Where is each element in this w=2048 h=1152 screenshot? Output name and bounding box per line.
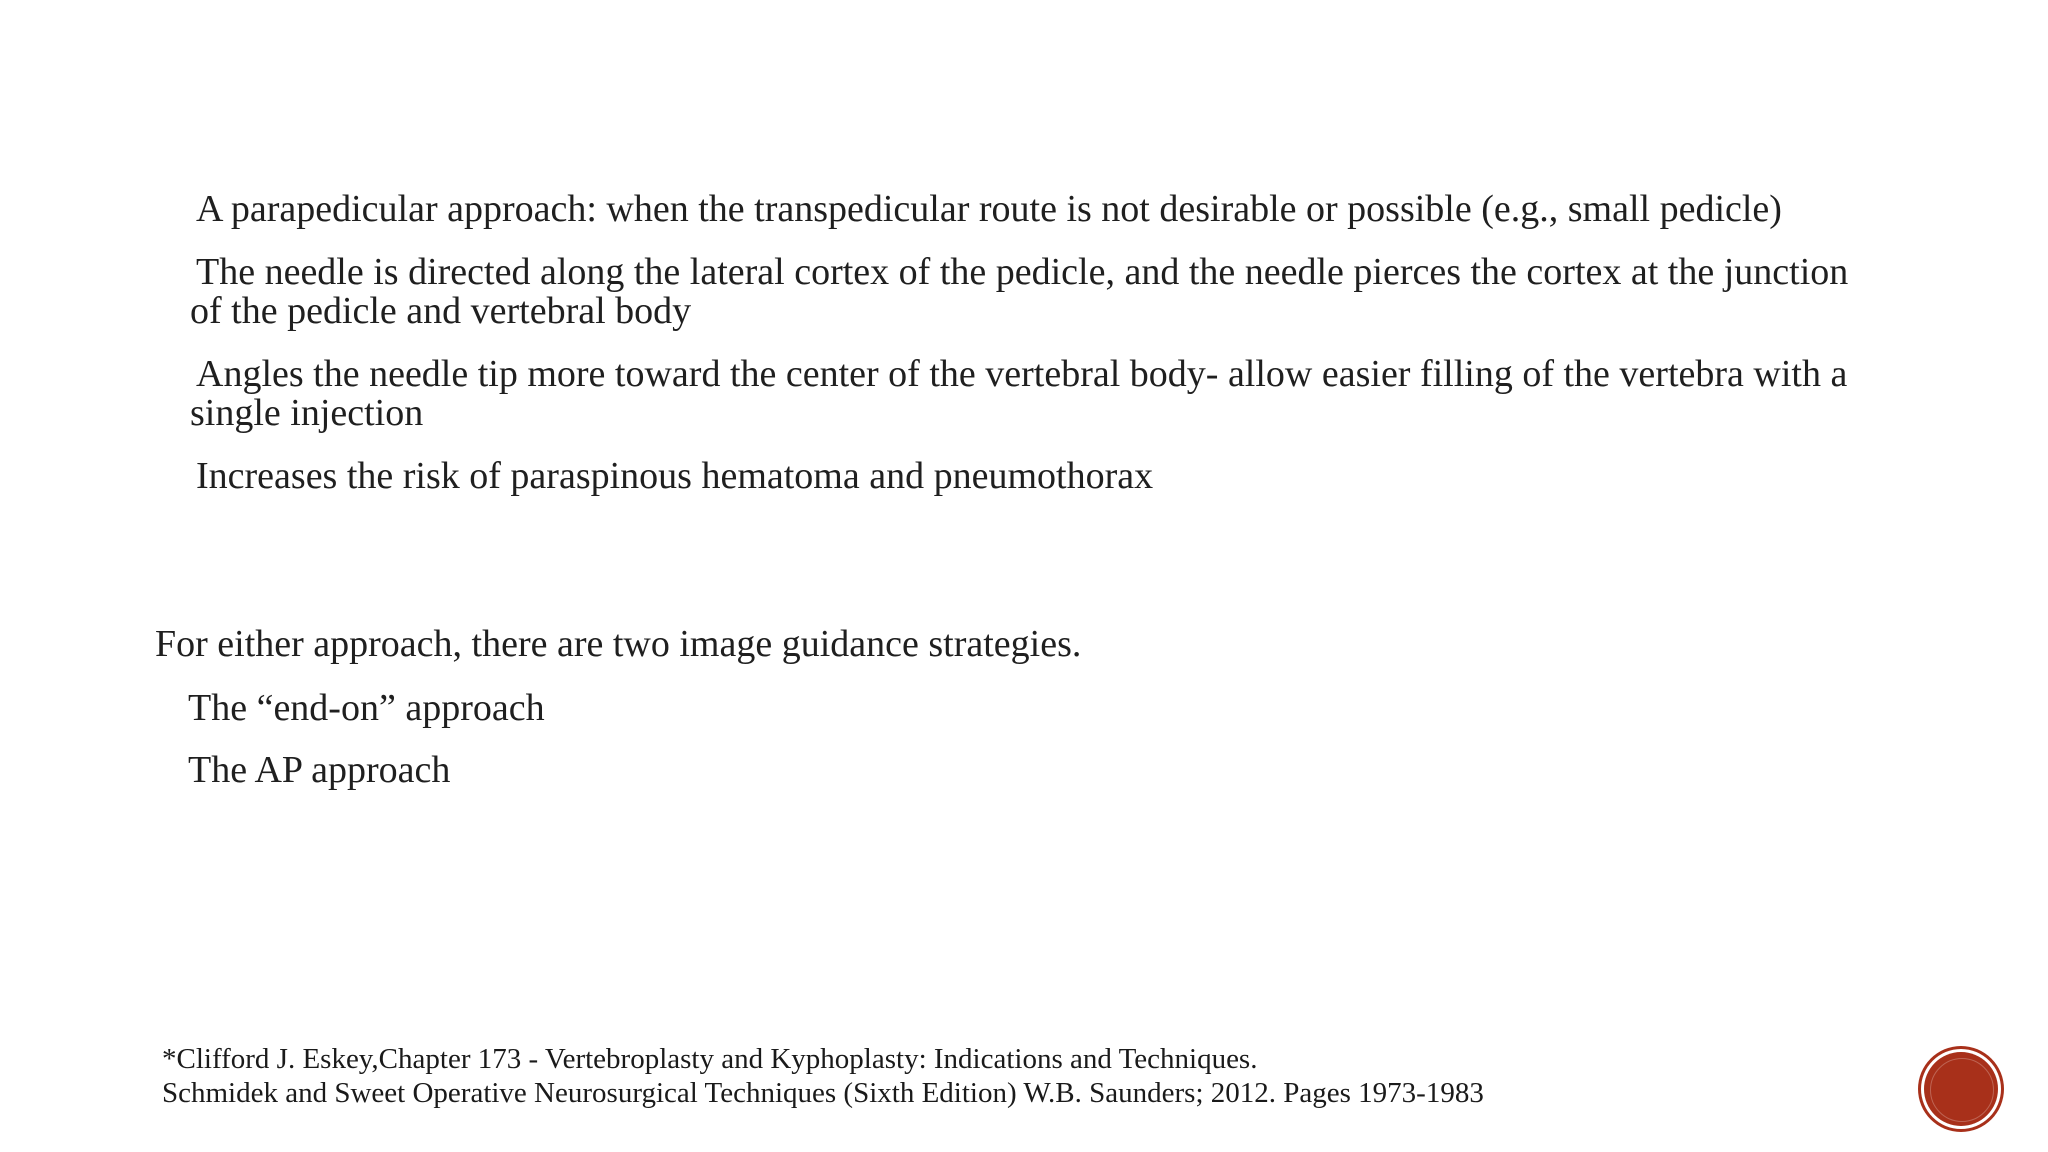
bullet-item-4 [182, 457, 1862, 496]
bullet-item-3 [182, 355, 1862, 433]
footnote-citation [162, 1042, 1484, 1110]
bullet-list [182, 190, 1862, 520]
footnote-line-1: *Clifford J. Eskey,Chapter 173 - Vertebroplasty and Kyphoplasty: Indications and Techniques. [162, 1043, 1258, 1075]
footnote-line-2: Schmidek and Sweet Operative Neurosurgical Techniques (Sixth Edition) W.B. Saunders; 2012. Pages 1973-1983 [162, 1077, 1484, 1109]
sub-bullet-list [188, 686, 545, 810]
sub-bullet-item-2: The AP approach [188, 749, 451, 791]
section-heading: For either approach, there are two image guidance strategies. [155, 623, 1082, 665]
bullet-text: The needle is directed along the lateral cortex of the pedicle, and the needle pierces the cortex at the junction of the pedicle and vertebral body [190, 251, 1849, 332]
page-number-badge [1924, 1052, 1998, 1126]
sub-bullet-item-1: The “end-on” approach [188, 687, 545, 729]
bullet-item-1 [182, 190, 1862, 229]
bullet-text: Angles the needle tip more toward the center of the vertebral body- allow easier filling of the vertebra with a single injection [190, 353, 1848, 434]
bullet-text: Increases the risk of paraspinous hematoma and pneumothorax [196, 455, 1154, 497]
bullet-text: A parapedicular approach: when the transpedicular route is not desirable or possible (e.g., small pedicle) [196, 188, 1782, 230]
bullet-item-2 [182, 253, 1862, 331]
